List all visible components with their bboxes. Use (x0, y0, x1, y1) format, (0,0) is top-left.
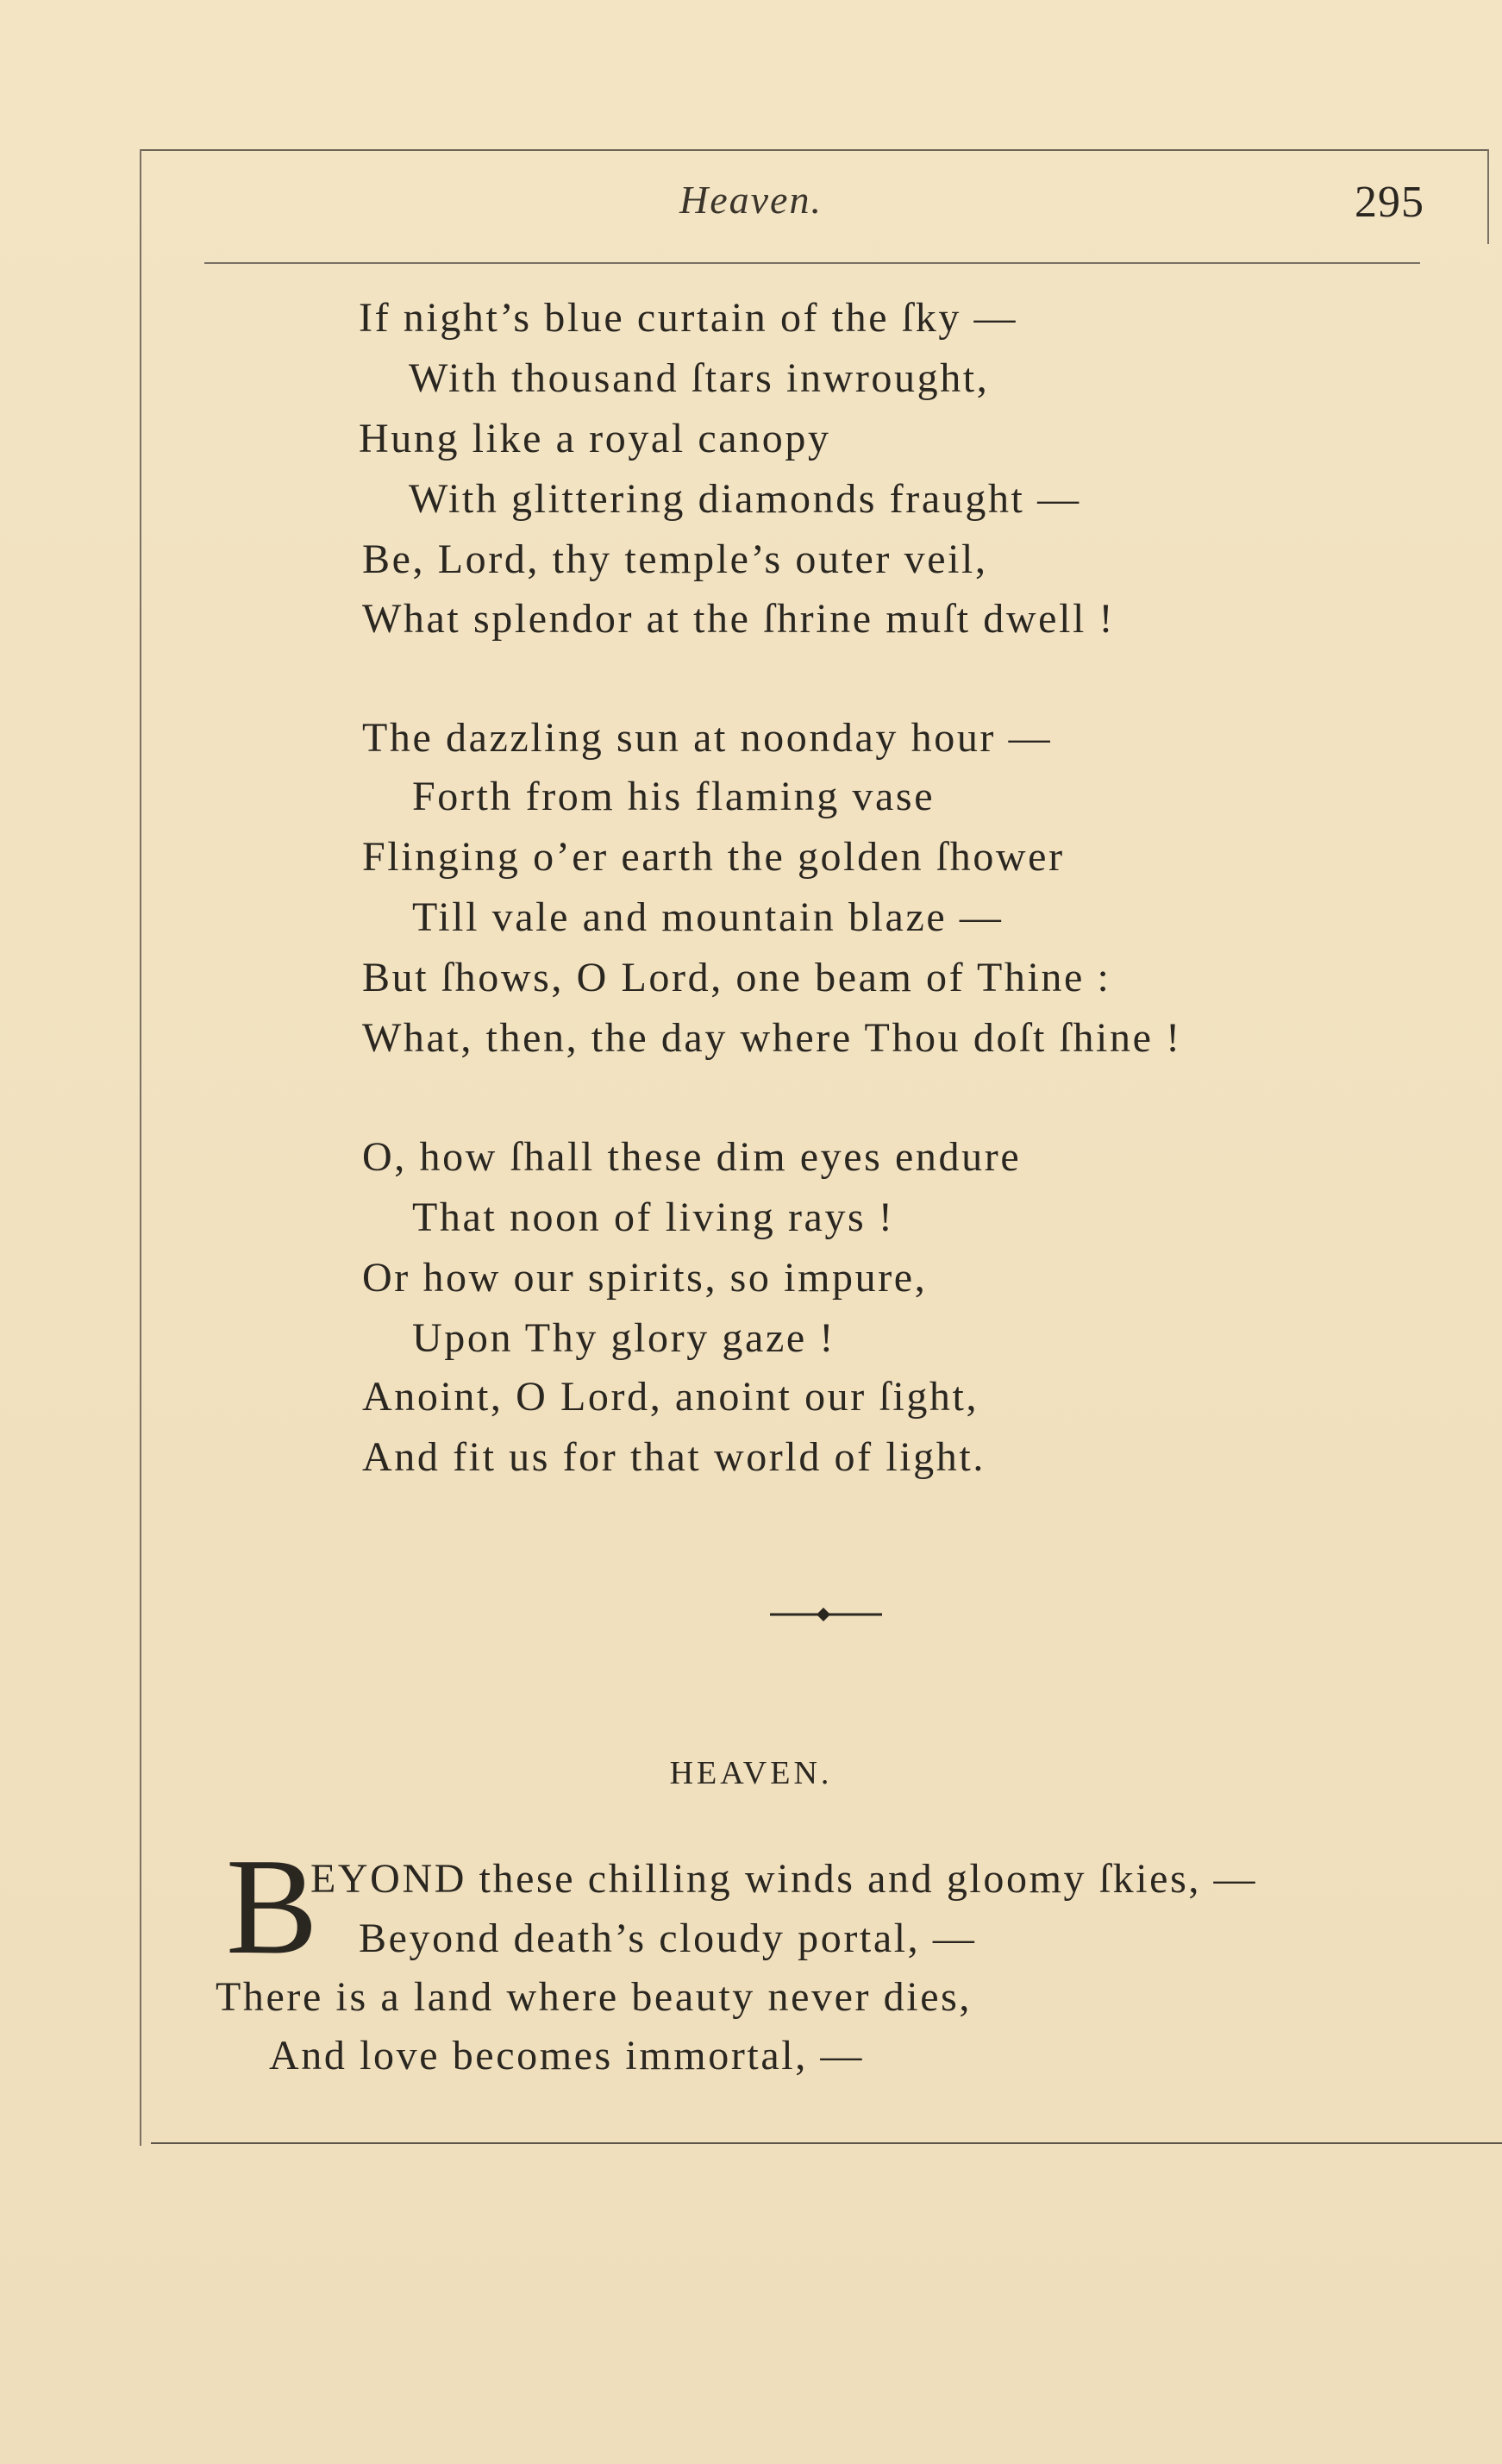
poem-line: Hung like a royal canopy (359, 416, 831, 461)
poem-line: Beyond death’s cloudy portal, — (359, 1915, 977, 1961)
page-number: 295 (1355, 178, 1424, 227)
poem-line: With glittering diamonds fraught — (409, 476, 1081, 522)
poem-line: If night’s blue curtain of the ſky — (359, 295, 1018, 341)
poem-line: What splendor at the ſhrine muſt dwell ! (362, 596, 1116, 642)
running-title: Heaven. (679, 178, 823, 222)
header-rule (204, 262, 1420, 264)
poem-line: The dazzling sun at noonday hour — (362, 715, 1053, 761)
poem-line: Be, Lord, thy temple’s outer veil, (362, 536, 988, 582)
poem-line: That noon of living rays ! (412, 1194, 895, 1240)
section-title: HEAVEN. (669, 1755, 833, 1791)
drop-cap: B (226, 1829, 318, 1983)
poem-line: Flinging o’er earth the golden ſhower (362, 834, 1065, 880)
poem-line: With thousand ſtars inwrought, (409, 355, 990, 401)
poem-line: Till vale and mountain blaze — (412, 894, 1004, 940)
poem-line: Anoint, O Lord, anoint our ſight, (362, 1374, 979, 1420)
frame-top-rule (140, 149, 1489, 151)
poem-line: There is a land where beauty never dies, (216, 1974, 972, 2020)
poem-line: What, then, the day where Thou doſt ſhine ! (362, 1015, 1182, 1061)
ornament-divider-icon (770, 1604, 882, 1625)
poem-line: And love becomes immortal, — (269, 2033, 865, 2078)
poem-line: Forth from his flaming vase (412, 774, 936, 819)
poem-line: Or how our spirits, so impure, (362, 1255, 928, 1301)
poem-line: And fit us for that world of light. (362, 1434, 986, 1480)
poem-line: But ſhows, O Lord, one beam of Thine : (362, 955, 1111, 1000)
frame-left-rule (140, 149, 141, 2146)
frame-bottom-rule (151, 2142, 1502, 2144)
poem-line: O, how ſhall these dim eyes endure (362, 1134, 1022, 1180)
poem-line: Upon Thy glory gaze ! (412, 1315, 835, 1361)
poem-line: EYOND these chilling winds and gloomy ſkies, — (310, 1856, 1258, 1902)
